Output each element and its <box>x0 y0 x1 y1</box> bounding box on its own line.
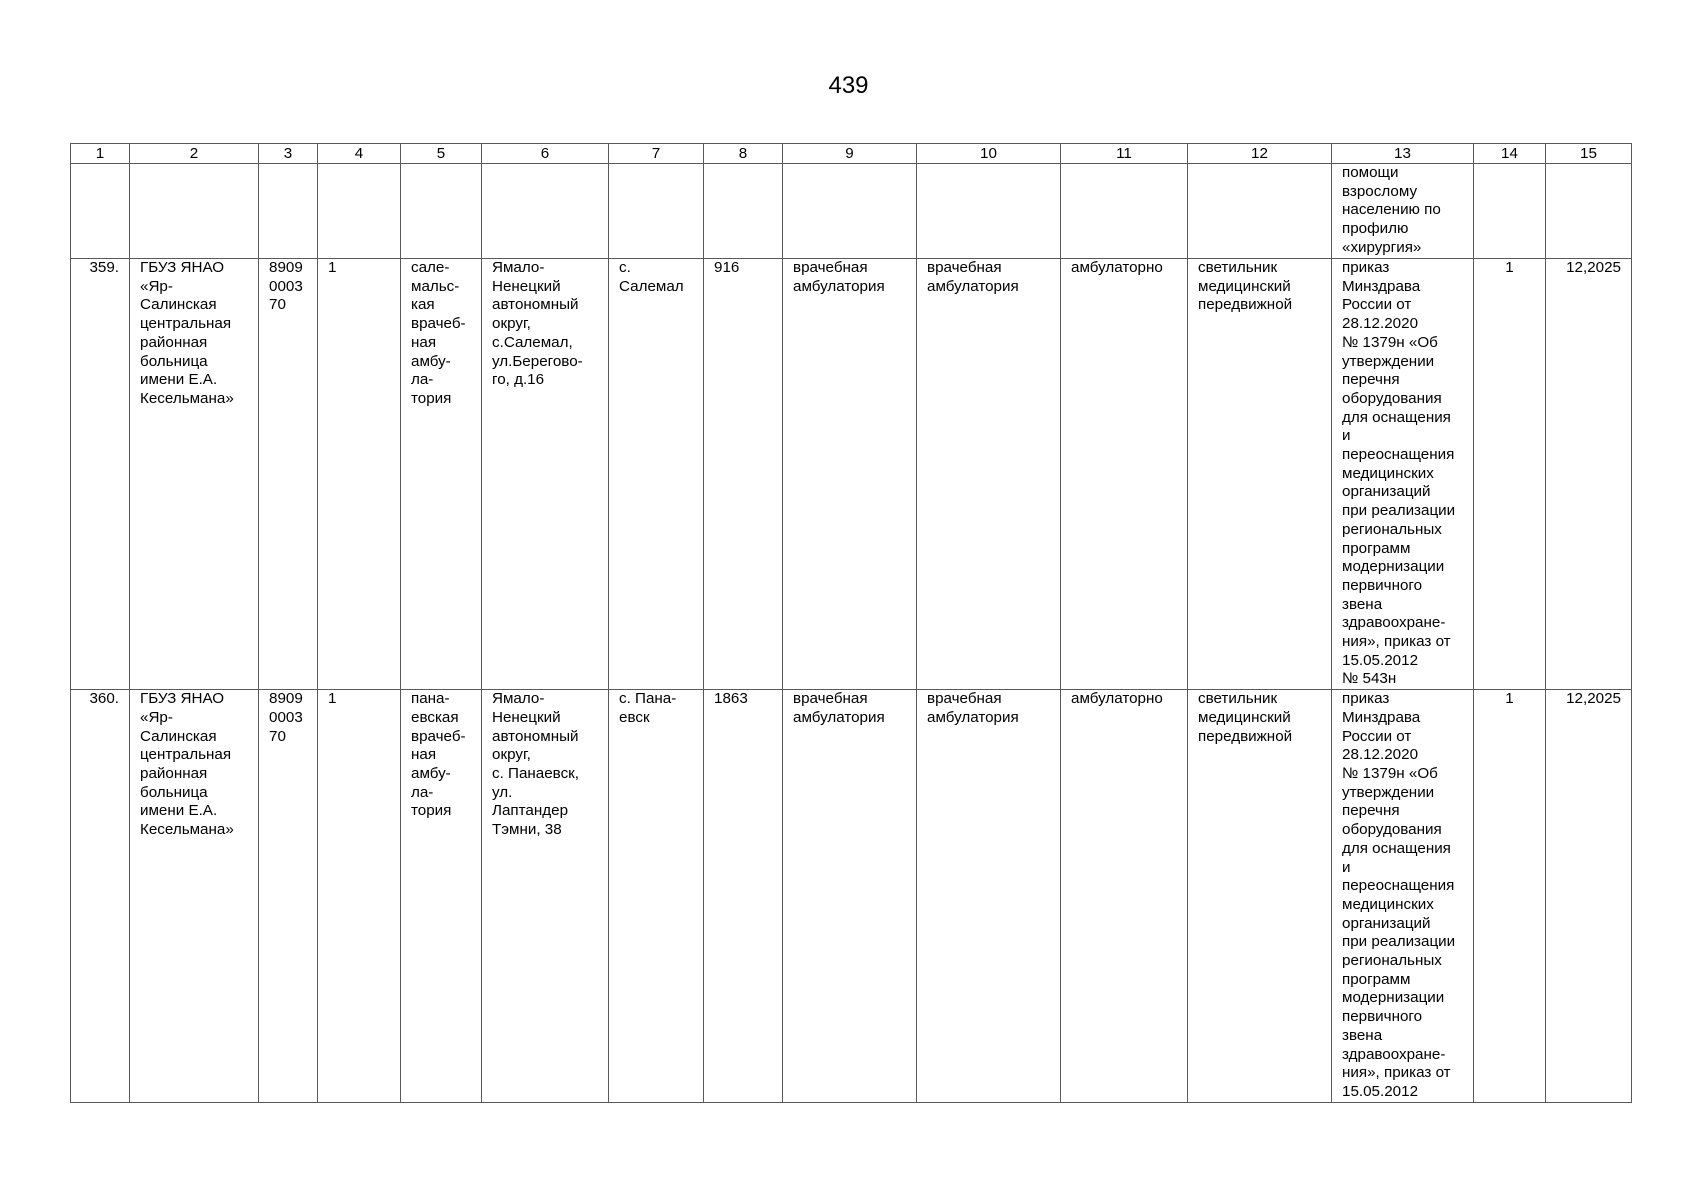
order-cell <box>1332 690 1474 1102</box>
cell-text-line: евская <box>411 708 459 726</box>
cell-text-line: центральная <box>140 746 232 764</box>
code-cell <box>259 259 318 690</box>
cell-text-line: амбулатория <box>793 708 885 726</box>
cell-text-line: имени Е.А. <box>140 371 218 389</box>
cell-text-line: врачебная <box>793 259 868 276</box>
empty-cell <box>482 164 609 259</box>
cell-text-line: врачебная <box>793 690 868 708</box>
cell-text-line: региональных <box>1342 520 1442 538</box>
cell-text-line: медицинских <box>1342 464 1434 482</box>
cell-text-line: утверждении <box>1342 783 1435 801</box>
cell-text-line: Тэмни, 38 <box>492 821 562 839</box>
cell-text-line: медицинских <box>1342 895 1434 913</box>
cell-text-line: Ненецкий <box>492 277 561 295</box>
code-cell <box>259 690 318 1102</box>
cell-text-line: звена <box>1342 1026 1383 1044</box>
cell-text-line: Салемал <box>619 277 684 295</box>
cell-text-line: первичного <box>1342 1008 1423 1026</box>
cell-text-line: оборудования <box>1342 821 1442 839</box>
empty-cell <box>130 164 259 259</box>
cell-text-line: светильник <box>1198 259 1278 276</box>
cell-text-line: Ненецкий <box>492 708 561 726</box>
cell-text-line: утверждении <box>1342 352 1435 370</box>
cell-text-line: модернизации <box>1342 989 1445 1007</box>
cell-text-line: и <box>1342 427 1351 445</box>
empty-cell <box>1188 164 1332 259</box>
empty-cell <box>1474 164 1546 259</box>
column-number: 2 <box>130 144 259 164</box>
cell-text-line: центральная <box>140 315 232 333</box>
cell-text-line: организаций <box>1342 914 1431 932</box>
column-number: 4 <box>318 144 401 164</box>
cell-text-line: с. Пана- <box>619 690 677 708</box>
cell-text-line: помощи <box>1342 164 1399 181</box>
empty-cell <box>704 164 783 259</box>
facility-type-cell <box>783 259 917 690</box>
empty-cell <box>401 164 482 259</box>
column-number: 13 <box>1332 144 1474 164</box>
cell-text-line: здравоохране- <box>1342 614 1446 632</box>
cell-text-line: с. <box>619 259 631 276</box>
cell-text-line: передвижной <box>1198 727 1293 745</box>
date-cell: 12,2025 <box>1546 690 1632 1102</box>
col4-cell: 1 <box>318 690 401 1102</box>
cell-text-line: 28.12.2020 <box>1342 315 1419 333</box>
cell-text-line: автономный <box>492 296 579 314</box>
cell-text-line: округ, <box>492 746 531 764</box>
cell-text-line: светильник <box>1198 690 1278 708</box>
cell-text-line: ла- <box>411 371 434 389</box>
cell-text-line: оборудования <box>1342 389 1442 407</box>
cell-text-line: врачеб- <box>411 315 466 333</box>
column-number: 10 <box>917 144 1061 164</box>
column-number: 14 <box>1474 144 1546 164</box>
row-number: 359. <box>71 259 130 690</box>
column-number: 9 <box>783 144 917 164</box>
cell-text-line: Ямало- <box>492 690 545 708</box>
cell-text-line: «Яр- <box>140 277 173 295</box>
cell-text-line: автономный <box>492 727 579 745</box>
cell-text-line: 0003 <box>269 708 303 726</box>
cell-text-line: для оснащения <box>1342 839 1451 857</box>
facility-name-cell <box>401 690 482 1102</box>
quantity-cell: 1 <box>1474 690 1546 1102</box>
cell-text-line: передвижной <box>1198 296 1293 314</box>
empty-cell <box>1061 164 1188 259</box>
column-number: 7 <box>609 144 704 164</box>
cell-text-line: ная <box>411 333 437 351</box>
table-row-continuation <box>71 164 1632 259</box>
cell-text-line: Ямало- <box>492 259 545 276</box>
facility-name-cell <box>401 259 482 690</box>
cell-text-line: и <box>1342 858 1351 876</box>
cell-text-line: ул. <box>492 783 513 801</box>
empty-cell <box>318 164 401 259</box>
cell-text-line: перечня <box>1342 802 1400 820</box>
cell-text-line: программ <box>1342 539 1411 557</box>
cell-text-line: здравоохране- <box>1342 1045 1446 1063</box>
cell-text-line: евск <box>619 708 650 726</box>
cell-text-line: 8909 <box>269 259 303 276</box>
facility-type-cell <box>917 690 1061 1102</box>
cell-text-line: медицинский <box>1198 708 1291 726</box>
cell-text-line: 70 <box>269 727 286 745</box>
population-cell: 1863 <box>704 690 783 1102</box>
cell-text-line: округ, <box>492 315 531 333</box>
empty-cell <box>71 164 130 259</box>
address-cell <box>482 690 609 1102</box>
cell-text-line: для оснащения <box>1342 408 1451 426</box>
cell-text-line: «Яр- <box>140 708 173 726</box>
profile-cell <box>1332 164 1474 259</box>
empty-cell <box>259 164 318 259</box>
quantity-cell: 1 <box>1474 259 1546 690</box>
cell-text-line: амбулатория <box>793 277 885 295</box>
cell-text-line: больница <box>140 783 208 801</box>
cell-text-line: больница <box>140 352 208 370</box>
cell-text-line: имени Е.А. <box>140 802 218 820</box>
column-number: 6 <box>482 144 609 164</box>
organization-cell <box>130 690 259 1102</box>
cell-text-line: звена <box>1342 595 1383 613</box>
cell-text-line: программ <box>1342 970 1411 988</box>
cell-text-line: тория <box>411 802 452 820</box>
column-number-row <box>71 144 1632 164</box>
cell-text-line: 70 <box>269 296 286 314</box>
cell-text-line: го, д.16 <box>492 371 545 389</box>
cell-text-line: региональных <box>1342 952 1442 970</box>
cell-text-line: районная <box>140 333 208 351</box>
cell-text-line: модернизации <box>1342 558 1445 576</box>
cell-text-line: № 1379н «Об <box>1342 333 1438 351</box>
date-cell: 12,2025 <box>1546 259 1632 690</box>
care-form-cell: амбулаторно <box>1061 259 1188 690</box>
cell-text-line: мальс- <box>411 277 460 295</box>
cell-text-line: амбулатория <box>927 708 1019 726</box>
column-number: 8 <box>704 144 783 164</box>
cell-text-line: ГБУЗ ЯНАО <box>140 690 225 708</box>
cell-text-line: взрослому <box>1342 182 1418 200</box>
cell-text-line: ла- <box>411 783 434 801</box>
cell-text-line: пана- <box>411 690 450 708</box>
equipment-cell <box>1188 690 1332 1102</box>
cell-text-line: сале- <box>411 259 450 276</box>
cell-text-line: приказ <box>1342 690 1390 708</box>
facility-type-cell <box>917 259 1061 690</box>
cell-text-line: амбулатория <box>927 277 1019 295</box>
empty-cell <box>783 164 917 259</box>
table-row <box>71 259 1632 690</box>
document-table <box>70 143 1632 1103</box>
row-number: 360. <box>71 690 130 1102</box>
cell-text-line: 28.12.2020 <box>1342 746 1419 764</box>
address-cell <box>482 259 609 690</box>
cell-text-line: переоснащения <box>1342 877 1455 895</box>
cell-text-line: Салинская <box>140 296 217 314</box>
cell-text-line: населению по <box>1342 201 1441 219</box>
cell-text-line: России от <box>1342 727 1412 745</box>
cell-text-line: ГБУЗ ЯНАО <box>140 259 225 276</box>
cell-text-line: врачебная <box>927 690 1002 708</box>
cell-text-line: ная <box>411 746 437 764</box>
cell-text-line: ния», приказ от <box>1342 633 1451 651</box>
cell-text-line: Салинская <box>140 727 217 745</box>
cell-text-line: с.Салемал, <box>492 333 573 351</box>
cell-text-line: Минздрава <box>1342 708 1421 726</box>
cell-text-line: 15.05.2012 <box>1342 1082 1419 1100</box>
col4-cell: 1 <box>318 259 401 690</box>
empty-cell <box>1546 164 1632 259</box>
cell-text-line: Лаптандер <box>492 802 569 820</box>
cell-text-line: приказ <box>1342 259 1390 276</box>
cell-text-line: при реализации <box>1342 933 1456 951</box>
column-number: 15 <box>1546 144 1632 164</box>
cell-text-line: переоснащения <box>1342 446 1455 464</box>
cell-text-line: кая <box>411 296 435 314</box>
cell-text-line: Кесельмана» <box>140 821 234 839</box>
cell-text-line: «хирургия» <box>1342 238 1422 256</box>
population-cell: 916 <box>704 259 783 690</box>
cell-text-line: № 1379н «Об <box>1342 764 1438 782</box>
organization-cell <box>130 259 259 690</box>
settlement-cell <box>609 690 704 1102</box>
facility-type-cell <box>783 690 917 1102</box>
cell-text-line: первичного <box>1342 576 1423 594</box>
cell-text-line: Минздрава <box>1342 277 1421 295</box>
cell-text-line: амбу- <box>411 352 451 370</box>
cell-text-line: медицинский <box>1198 277 1291 295</box>
cell-text-line: 0003 <box>269 277 303 295</box>
cell-text-line: перечня <box>1342 371 1400 389</box>
cell-text-line: врачебная <box>927 259 1002 276</box>
cell-text-line: ул.Берегово- <box>492 352 583 370</box>
cell-text-line: профилю <box>1342 220 1409 238</box>
column-number: 1 <box>71 144 130 164</box>
column-number: 5 <box>401 144 482 164</box>
order-cell <box>1332 259 1474 690</box>
cell-text-line: 8909 <box>269 690 303 708</box>
cell-text-line: организаций <box>1342 483 1431 501</box>
empty-cell <box>609 164 704 259</box>
table-row <box>71 690 1632 1102</box>
cell-text-line: России от <box>1342 296 1412 314</box>
cell-text-line: 15.05.2012 <box>1342 651 1419 669</box>
cell-text-line: № 543н <box>1342 670 1397 688</box>
column-number: 3 <box>259 144 318 164</box>
cell-text-line: ния», приказ от <box>1342 1064 1451 1082</box>
cell-text-line: с. Панаевск, <box>492 764 580 782</box>
column-number: 11 <box>1061 144 1188 164</box>
cell-text-line: амбу- <box>411 764 451 782</box>
column-number: 12 <box>1188 144 1332 164</box>
empty-cell <box>917 164 1061 259</box>
equipment-cell <box>1188 259 1332 690</box>
settlement-cell <box>609 259 704 690</box>
cell-text-line: Кесельмана» <box>140 389 234 407</box>
care-form-cell: амбулаторно <box>1061 690 1188 1102</box>
cell-text-line: при реализации <box>1342 502 1456 520</box>
page-number: 439 <box>828 72 869 99</box>
cell-text-line: тория <box>411 389 452 407</box>
cell-text-line: районная <box>140 764 208 782</box>
cell-text-line: врачеб- <box>411 727 466 745</box>
